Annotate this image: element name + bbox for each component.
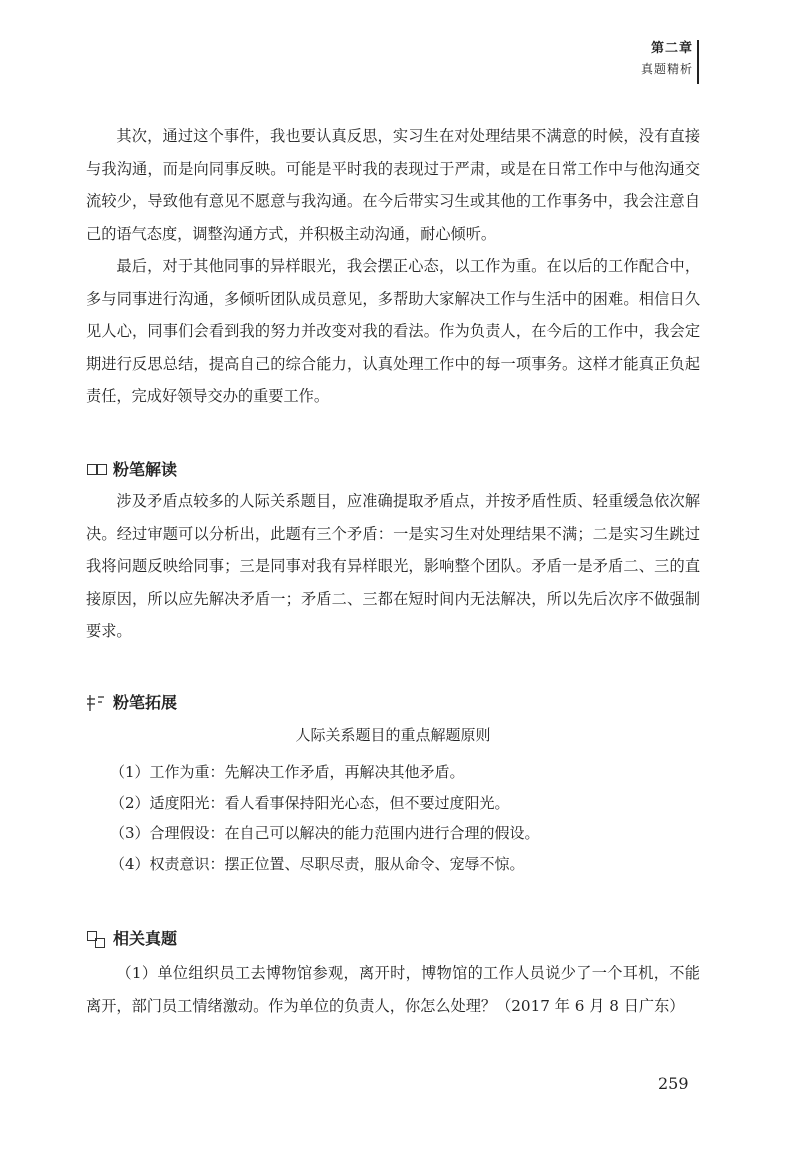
- section-title: 粉笔解读: [113, 460, 178, 479]
- paragraph: 涉及矛盾点较多的人际关系题目，应准确提取矛盾点，并按矛盾性质、轻重缓急依次解决。经过审题可以分析出，此题有三个矛盾：一是实习生对处理结果不满；二是实习生跳过我将问题反映给同事；三是同事对我有异样眼光，影响整个团队。矛盾一是矛盾二、三的直接原因，所以应先解决矛盾一；矛盾二、三都在短时间内无法解决，所以先后次序不做强制要求。: [86, 492, 700, 640]
- related-text: [86, 957, 700, 1022]
- list-item: （2）适度阳光：看人看事保持阳光心态，但不要过度阳光。: [110, 793, 510, 812]
- header-divider: [697, 40, 699, 84]
- section-expand-heading: [86, 690, 177, 713]
- paragraph: （1）单位组织员工去博物馆参观，离开时，博物馆的工作人员说少了一个耳机，不能离开，部门员工情绪激动。作为单位的负责人，你怎么处理？（2017 年 6 月 8 日广东）: [86, 964, 700, 1015]
- paragraph: 最后，对于其他同事的异样眼光，我会摆正心态，以工作为重。在以后的工作配合中，多与同事进行沟通，多倾听团队成员意见，多帮助大家解决工作与生活中的困难。相信日久见人心，同事们会看到我的努力并改变对我的看法。作为负责人，在今后的工作中，我会定期进行反思总结，提高自己的综合能力，认真处理工作中的每一项事务。这样才能真正负起责任，完成好领导交办的重要工作。: [86, 257, 700, 405]
- section-title: 相关真题: [113, 929, 178, 948]
- paragraph: 其次，通过这个事件，我也要认真反思，实习生在对处理结果不满意的时候，没有直接与我沟通，而是向同事反映。可能是平时我的表现过于严肃，或是在日常工作中与他沟通交流较少，导致他有意见不愿意与我沟通。在今后带实习生或其他的工作事务中，我会注意自己的语气态度，调整沟通方式，并积极主动沟通，耐心倾听。: [86, 127, 700, 243]
- list-item: （1）工作为重：先解决工作矛盾，再解决其他矛盾。: [110, 763, 465, 781]
- answer-text: [86, 120, 700, 413]
- section-title: 粉笔拓展: [113, 693, 178, 712]
- related-icon: [86, 929, 108, 947]
- list-item: （4）权责意识：摆正位置、尽职尽责，服从命令、宠辱不惊。: [110, 854, 525, 873]
- book-icon: [86, 460, 108, 478]
- section-interpret-heading: [86, 457, 177, 480]
- chapter-title: 第二章: [650, 41, 693, 56]
- interpret-text: [86, 485, 700, 648]
- running-header: [641, 40, 693, 78]
- principles-title: 人际关系题目的重点解题原则: [295, 726, 491, 744]
- chapter-subtitle: 真题精析: [640, 62, 693, 76]
- page-number: 259: [658, 1074, 689, 1093]
- list-item: （3）合理假设：在自己可以解决的能力范围内进行合理的假设。: [110, 824, 540, 842]
- principles-list: [86, 757, 700, 879]
- section-related-heading: [86, 926, 177, 949]
- pen-icon: [86, 693, 108, 711]
